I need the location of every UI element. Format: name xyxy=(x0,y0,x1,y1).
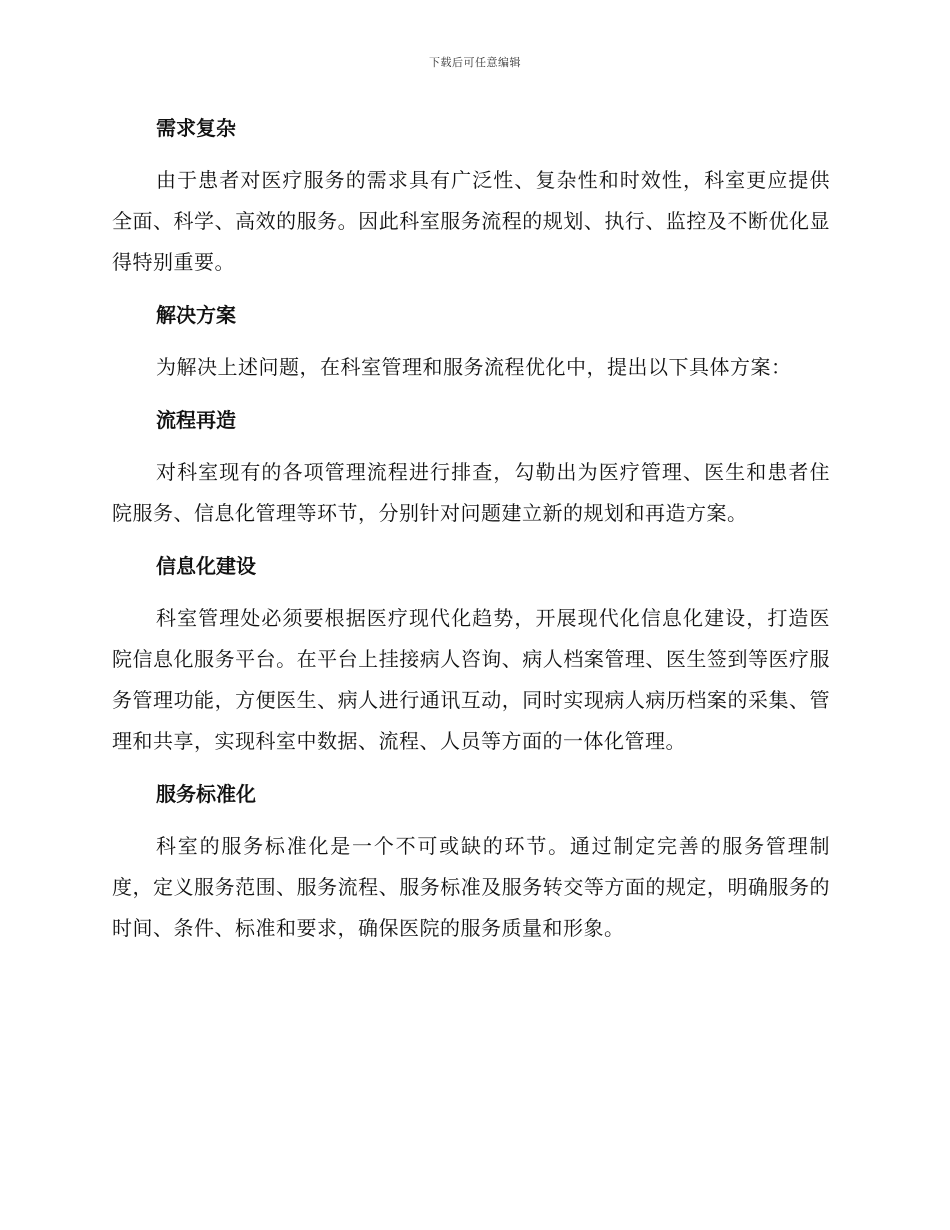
section-paragraph-informatization: 科室管理处必须要根据医疗现代化趋势，开展现代化信息化建设，打造医院信息化服务平台。在平台上挂接病人咨询、病人档案管理、医生签到等医疗服务管理功能，方便医生、病人进行通讯互动，同时实现病人病历档案的采集、管理和共享，实现科室中数据、流程、人员等方面的一体化管理。 xyxy=(112,606,830,753)
section-heading-process-reengineering: 流程再造 xyxy=(156,408,236,432)
section-paragraph-standardization: 科室的服务标准化是一个不可或缺的环节。通过制定完善的服务管理制度，定义服务范围、服务流程、服务标准及服务转交等方面的规定，明确服务的时间、条件、标准和要求，确保医院的服务质量和形象。 xyxy=(112,834,830,940)
section-heading-requirements: 需求复杂 xyxy=(156,116,236,140)
section-heading-solution: 解决方案 xyxy=(156,303,236,327)
section-paragraph-requirements: 由于患者对医疗服务的需求具有广泛性、复杂性和时效性，科室更应提供全面、科学、高效的服务。因此科室服务流程的规划、执行、监控及不断优化显得特别重要。 xyxy=(112,168,830,274)
page-header: 下载后可任意编辑 xyxy=(429,56,521,69)
section-paragraph-process-reengineering: 对科室现有的各项管理流程进行排查，勾勒出为医疗管理、医生和患者住院服务、信息化管理等环节，分别针对问题建立新的规划和再造方案。 xyxy=(112,460,830,525)
section-heading-standardization: 服务标准化 xyxy=(156,782,256,806)
document-body xyxy=(112,108,830,961)
section-paragraph-solution: 为解决上述问题，在科室管理和服务流程优化中，提出以下具体方案： xyxy=(156,355,792,379)
section-heading-informatization: 信息化建设 xyxy=(156,554,256,578)
